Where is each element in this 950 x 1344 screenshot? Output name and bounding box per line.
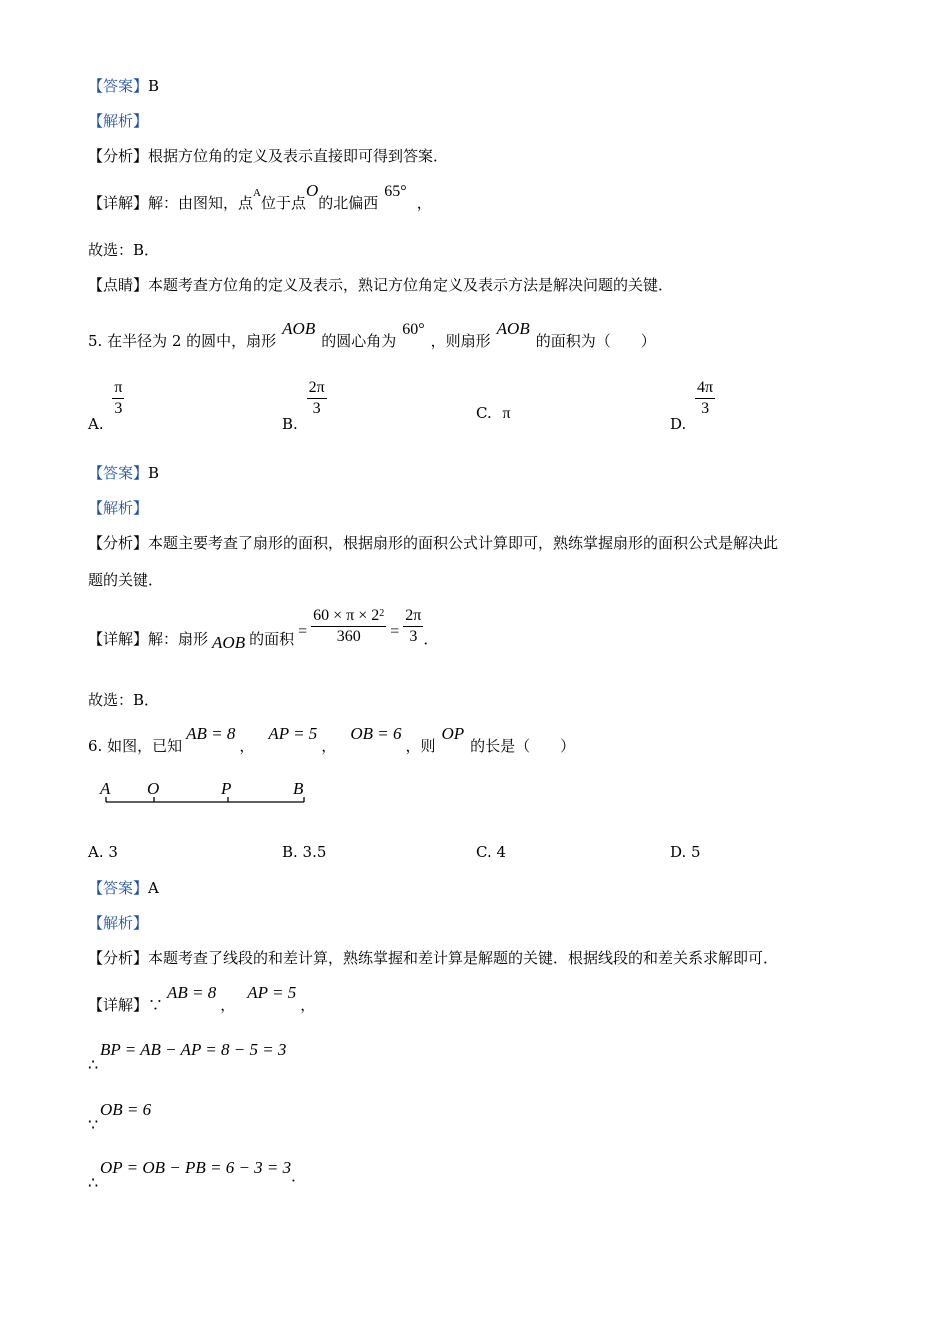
fenxi-line-1 [88,146,448,166]
answer-tag: 【答案】 [88,464,149,482]
frac-num: 2π [307,378,327,399]
fenxi-text: 本题主要考查了扇形的面积，根据扇形的面积公式计算即可，熟练掌握扇形的面积公式是解决此 [148,534,779,552]
q5-option-a[interactable] [88,378,124,433]
fenxi-line-5b [88,570,163,590]
answer-tag: 【答案】 [88,77,149,95]
q6-stem-text: 6. 如图，已知 [88,737,183,755]
option-value: π [502,405,511,422]
option-label: C. [476,404,492,422]
fenxi-text: 题的关键． [88,571,164,589]
choose-text: 故选：B． [88,241,160,259]
answer-value: B [148,464,160,482]
fraction [112,378,124,419]
angle-65: 65° [384,183,407,200]
q5-aob: AOB [496,319,530,338]
q5-option-d[interactable] [670,378,715,433]
q5-angle: 60° [402,321,425,338]
fenxi-tag: 【分析】 [88,147,149,165]
analysis-line-1 [88,111,148,131]
point-o: O [306,181,319,200]
q5-stem [88,319,656,352]
fenxi-tag: 【分析】 [88,949,149,967]
answer-line-5 [88,463,159,483]
fenxi-text: 根据方位角的定义及表示直接即可得到答案． [148,147,449,165]
period: ． [423,630,439,648]
formula-exp: 2 [379,608,385,619]
detail-text: 解：由图知，点 [148,194,254,212]
frac-den: 3 [114,400,123,417]
detail-text: 位于点 [260,194,306,212]
choose-line-5 [88,690,159,710]
q6-option-d[interactable]: D. 5 [670,843,701,861]
equals: = [298,623,308,640]
q6-option-a[interactable]: A. 3 [88,843,118,861]
analysis-line-6 [88,913,148,933]
detail-text: 的北偏西 [318,194,379,212]
answer-tag: 【答案】 [88,879,149,897]
equals: = [390,623,400,640]
q6-ap5: AP = 5 [268,724,318,743]
label-o: O [147,779,160,798]
sep: ， [300,996,316,1014]
detail-line-6 [88,983,316,1015]
result-fraction [403,606,423,647]
answer-line-6 [88,878,159,898]
frac-den: 360 [336,628,361,645]
q6-option-b[interactable]: B. 3.5 [282,843,327,861]
label-b: B [293,779,304,798]
q6-option-c[interactable]: C. 4 [476,843,507,861]
step-2 [100,1100,151,1120]
fenxi-text: 本题考查了线段的和差计算，熟练掌握和差计算是解题的关键．根据线段的和差关系求解即可． [148,949,779,967]
choose-line-1 [88,240,159,260]
detail-line-5 [88,606,439,652]
analysis-tag: 【解析】 [88,499,149,517]
q6-stem [88,724,576,756]
option-label: A. [88,414,104,433]
frac-num [311,606,386,627]
d-ab8: AB = 8 [167,983,217,1002]
because-sign: ∵ [148,996,164,1014]
step-1-eq: BP = AB − AP = 8 − 5 = 3 [100,1040,287,1059]
fraction [695,378,715,419]
option-label: D. [670,414,687,433]
q5-stem-text: ，则扇形 [430,332,491,350]
frac-den: 3 [312,400,321,417]
fenxi-line-6 [88,948,778,968]
dianjing-text: 本题考查方位角的定义及表示，熟记方位角定义及表示方法是解决问题的关键． [148,276,674,294]
point-a: A [253,187,261,199]
sep: ， [321,737,337,755]
therefore-sign: ∴ [88,1055,99,1074]
q5-option-c[interactable] [476,404,511,423]
choose-text: 故选：B． [88,691,160,709]
q6-stem-text: 的长是（ ） [470,737,576,755]
q6-ob6: OB = 6 [350,724,402,743]
analysis-tag: 【解析】 [88,112,149,130]
q5-aob: AOB [282,319,316,338]
fenxi-line-5a [88,533,778,553]
q6-ab8: AB = 8 [186,724,236,743]
q5-stem-text: 的面积为（ ） [535,332,656,350]
answer-line-1 [88,76,159,96]
formula-fraction [311,606,386,647]
step-3-eq: OP = OB − PB = 6 − 3 = 3 [100,1158,292,1177]
q5-option-b[interactable] [282,378,327,433]
step-1 [100,1040,286,1060]
answer-value: A [148,879,159,897]
frac-num: 2π [403,606,423,627]
detail-text: 解：扇形 [148,630,209,648]
detail-tag: 【详解】 [88,630,149,648]
detail-text: 的面积 [249,630,295,648]
therefore-sign-2: ∴ [88,1173,99,1192]
sep: ， [239,737,255,755]
q6-op: OP [441,724,465,743]
sep: ， [220,996,236,1014]
step-2-eq: OB = 6 [100,1100,152,1119]
detail-tag: 【详解】 [88,996,149,1014]
dianjing-tag: 【点睛】 [88,276,149,294]
label-p: P [221,779,232,798]
label-a: A [100,779,111,798]
fraction [307,378,327,419]
segment-figure [96,778,316,810]
answer-value: B [148,77,160,95]
fenxi-tag: 【分析】 [88,534,149,552]
because-sign-2: ∵ [88,1115,99,1134]
d-ap5: AP = 5 [247,983,297,1002]
analysis-tag: 【解析】 [88,914,149,932]
q5-stem-text: 的圆心角为 [321,332,397,350]
frac-den: 3 [409,628,418,645]
frac-num: 4π [695,378,715,399]
frac-num: π [112,378,124,399]
q6-stem-text: ，则 [405,737,436,755]
frac-den: 3 [701,400,710,417]
comma: ， [416,194,432,212]
option-label: B. [282,414,298,433]
step-3 [100,1158,307,1185]
q5-aob: AOB [212,633,246,652]
detail-line-1 [88,181,432,215]
q5-stem-text: 5. 在半径为 2 的圆中，扇形 [88,332,277,350]
detail-tag: 【详解】 [88,194,149,212]
dianjing-line [88,275,673,295]
formula-num: 60 × π × 2 [313,607,380,624]
period: ． [291,1167,307,1185]
analysis-line-5 [88,498,148,518]
